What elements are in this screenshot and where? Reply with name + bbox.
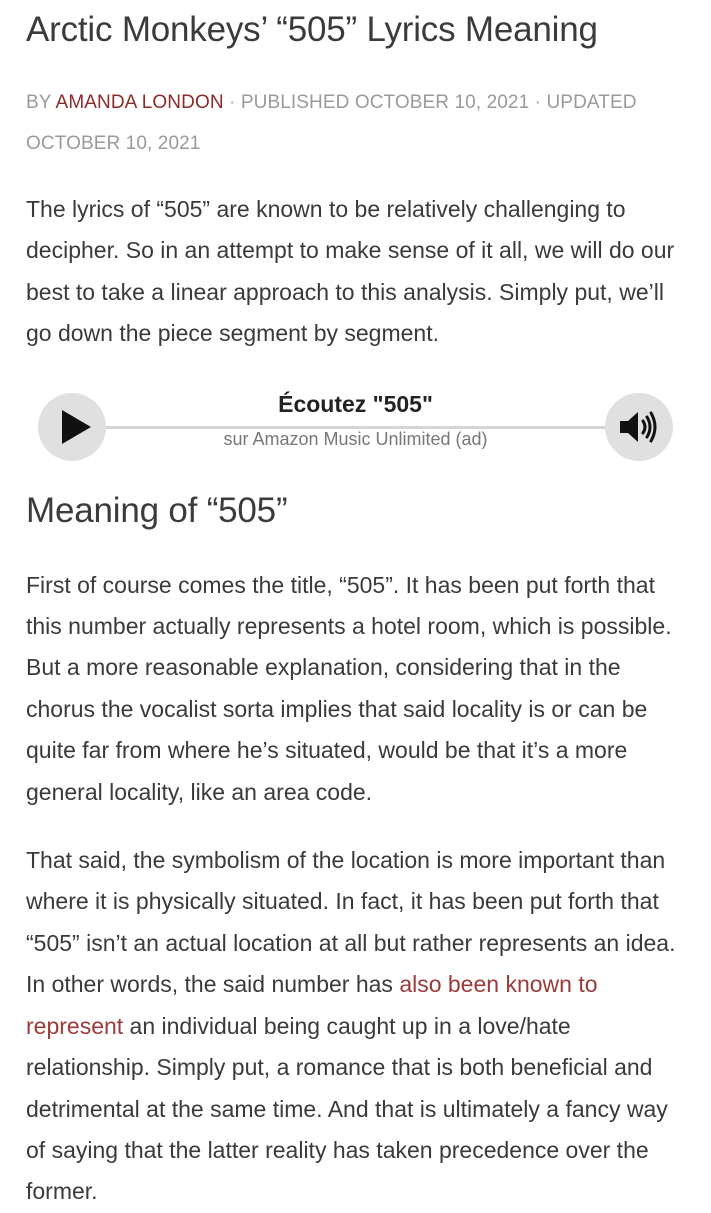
section-heading: Meaning of “505” <box>26 490 288 530</box>
body-paragraph-1: First of course comes the title, “505”. It has been put forth that this number actually represents a hotel room, which is possible. But a more reasonable explanation, considering that in the chorus the vocalist sorta implies that said locality is or can be quite far from where he’s situated, would be that it’s a more general locality, like an area code. <box>26 571 672 805</box>
byline-prefix: BY <box>26 92 52 113</box>
article-meta <box>26 82 685 164</box>
meta-separator: · <box>529 92 547 113</box>
volume-icon <box>618 409 660 445</box>
player-title[interactable]: Écoutez "505" <box>278 390 433 417</box>
body-paragraph-2 <box>26 840 685 1213</box>
paragraph-text: That said, the symbolism of the location is more important than where it is physically situated. In fact, it has been put forth that “505” isn’t an actual location at all but rather represents an idea. In other words, the said number has <box>26 847 676 998</box>
paragraph-text: an individual being caught up in a love/hate relationship. Simply put, a romance that is both beneficial and detrimental at the same time. And that is ultimately a fancy way of saying that the latter reality has taken precedence over the former. <box>26 1012 668 1205</box>
author-link[interactable]: AMANDA LONDON <box>55 92 224 113</box>
article-title: Arctic Monkeys’ “505” Lyrics Meaning <box>26 10 598 49</box>
volume-button[interactable] <box>605 393 673 461</box>
inline-link[interactable]: also been known to represent <box>26 971 598 1039</box>
intro-paragraph: The lyrics of “505” are known to be relatively challenging to decipher. So in an attempt to make sense of it all, we will do our best to take a linear approach to this analysis. Simply put, we’ll go down the piece segment by segment. <box>26 196 675 347</box>
updated-date: UPDATED OCTOBER 10, 2021 <box>26 92 637 154</box>
meta-separator: · <box>223 92 241 113</box>
published-date: PUBLISHED OCTOBER 10, 2021 <box>240 92 530 113</box>
player-subtitle[interactable]: sur Amazon Music Unlimited (ad) <box>223 428 488 449</box>
audio-player <box>26 383 685 487</box>
